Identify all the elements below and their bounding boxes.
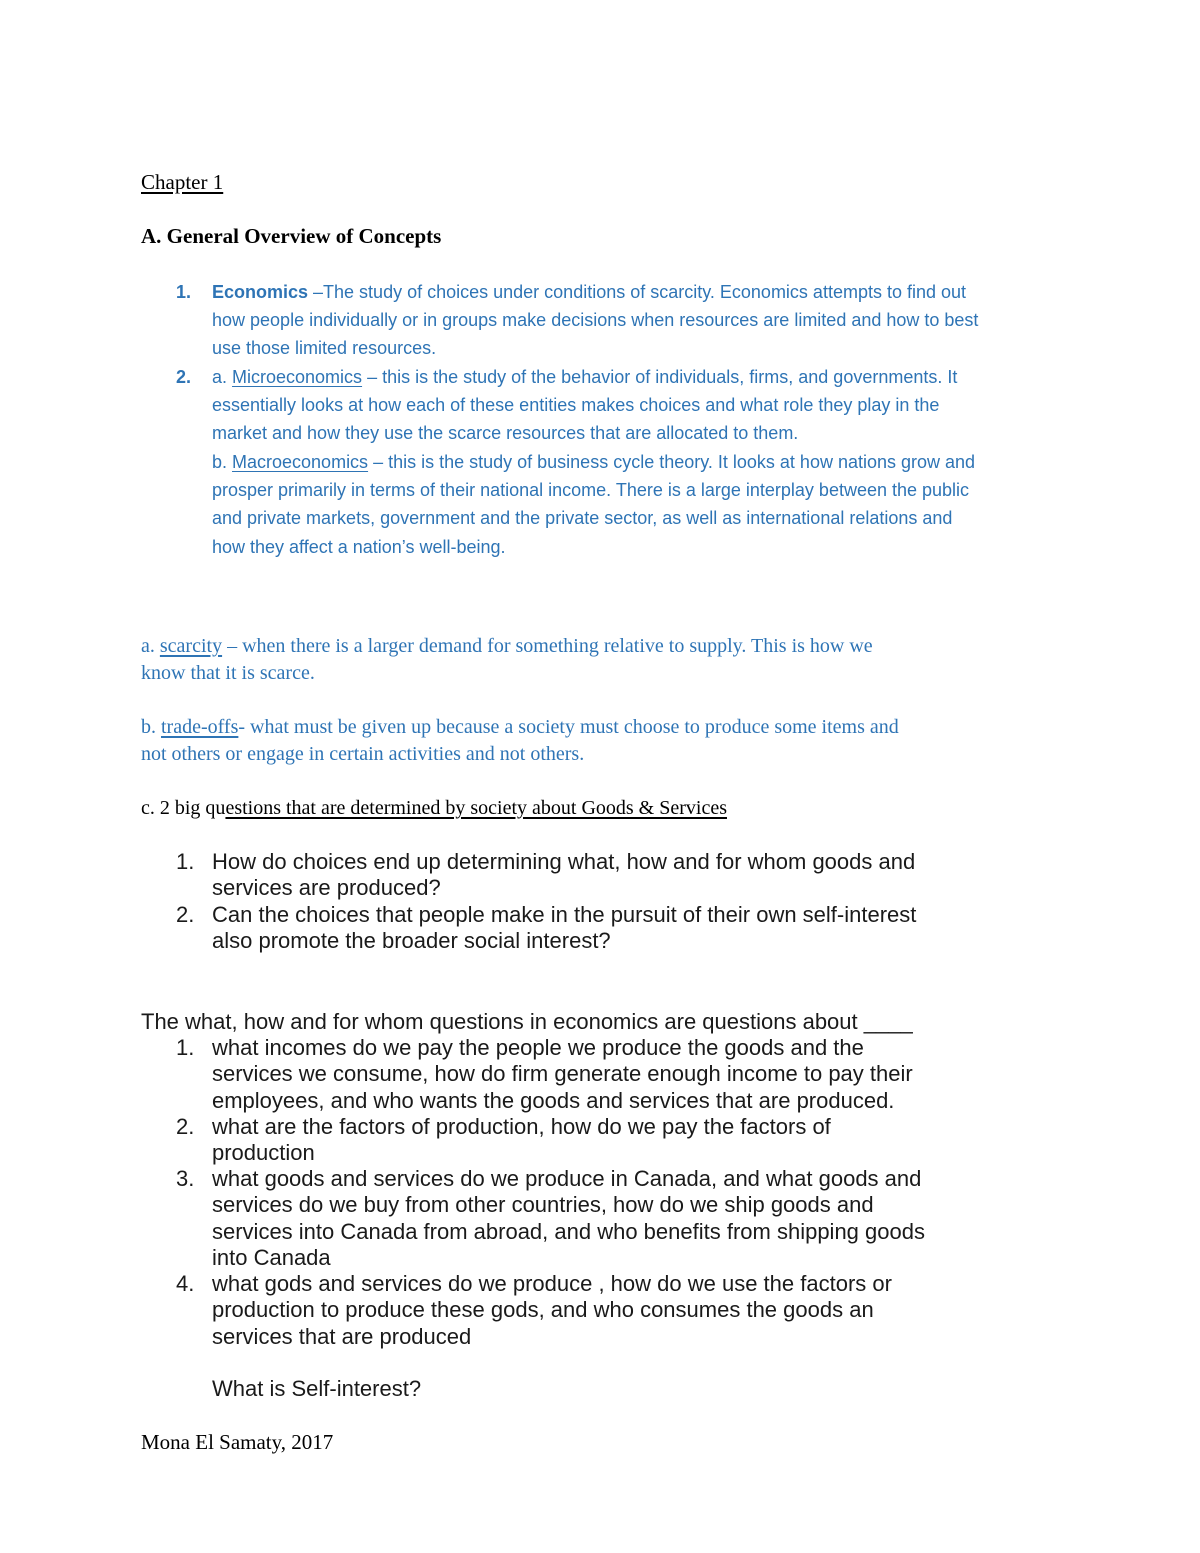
chapter-title: Chapter 1 (141, 170, 224, 194)
section-heading: A. General Overview of Concepts (141, 224, 442, 248)
quiz-question: The what, how and for whom questions in economics are questions about ____ (141, 1009, 913, 1034)
definition-line: how they affect a nation’s well-being. (212, 537, 506, 557)
list-number: 1. (176, 849, 195, 874)
list-number: 1. (176, 1035, 195, 1060)
option-line: into Canada (212, 1245, 331, 1270)
followup-question: What is Self-interest? (212, 1376, 422, 1401)
definition-line: know that it is scarce. (141, 662, 315, 684)
definition-line: a. scarcity – when there is a larger demand for something relative to supply. This is how we (141, 635, 873, 657)
definition-line: market and how they use the scarce resources that are allocated to them. (212, 423, 799, 443)
option-line: what gods and services do we produce , how do we use the factors or (212, 1271, 892, 1296)
list-item-line: Can the choices that people make in the pursuit of their own self-interest (212, 902, 917, 927)
option-line: production (212, 1140, 315, 1165)
definition-line: a. Microeconomics – this is the study of the behavior of individuals, firms, and governments. It (212, 367, 958, 387)
list-number: 3. (176, 1166, 195, 1191)
option-line: what goods and services do we produce in Canada, and what goods and (212, 1166, 922, 1191)
term-scarcity: scarcity (159, 635, 223, 657)
option-line: services do we buy from other countries, how do we ship goods and (212, 1192, 874, 1217)
option-line: services into Canada from abroad, and who benefits from shipping goods (212, 1219, 925, 1244)
definition-line: b. Macroeconomics – this is the study of business cycle theory. It looks at how nations grow and (212, 452, 976, 472)
option-line: what incomes do we pay the people we produce the goods and the (212, 1035, 864, 1060)
term-tradeoffs: trade-offs (161, 716, 239, 738)
definition-line: prosper primarily in terms of their national income. There is a large interplay between the public (212, 480, 970, 500)
option-line: what are the factors of production, how do we pay the factors of (212, 1114, 831, 1139)
definition-line: essentially looks at how each of these entities makes choices and what role they play in the (212, 395, 940, 415)
definition-line: and private markets, government and the private sector, as well as international relations and (212, 508, 953, 528)
list-number: 4. (176, 1271, 195, 1296)
definition-line: not others or engage in certain activities and not others. (141, 743, 585, 765)
definition-line: how people individually or in groups make decisions when resources are limited and how to best (212, 310, 979, 330)
big-questions-heading: c. 2 big questions that are determined by society about Goods & Services (141, 797, 727, 819)
option-line: services we consume, how do firm generate enough income to pay their (212, 1061, 913, 1086)
list-number: 2. (176, 367, 192, 387)
option-line: services that are produced (212, 1324, 472, 1349)
definition-line: use those limited resources. (212, 338, 437, 358)
term-macroeconomics: Macroeconomics (232, 452, 369, 472)
list-number: 1. (176, 282, 192, 302)
term-microeconomics: Microeconomics (232, 367, 363, 387)
term-economics: Economics (212, 282, 309, 302)
list-number: 2. (176, 1114, 195, 1139)
list-item-line: How do choices end up determining what, how and for whom goods and (212, 849, 916, 874)
list-number: 2. (176, 902, 195, 927)
footer-author: Mona El Samaty, 2017 (141, 1430, 334, 1454)
option-line: production to produce these gods, and who consumes the goods an (212, 1297, 874, 1322)
definition-line: b. trade-offs- what must be given up because a society must choose to produce some items and (141, 716, 899, 738)
list-item-line: also promote the broader social interest? (212, 928, 611, 953)
list-item-line: services are produced? (212, 875, 441, 900)
option-line: employees, and who wants the goods and services that are produced. (212, 1088, 895, 1113)
definition-line: Economics –The study of choices under conditions of scarcity. Economics attempts to find out (212, 282, 967, 302)
